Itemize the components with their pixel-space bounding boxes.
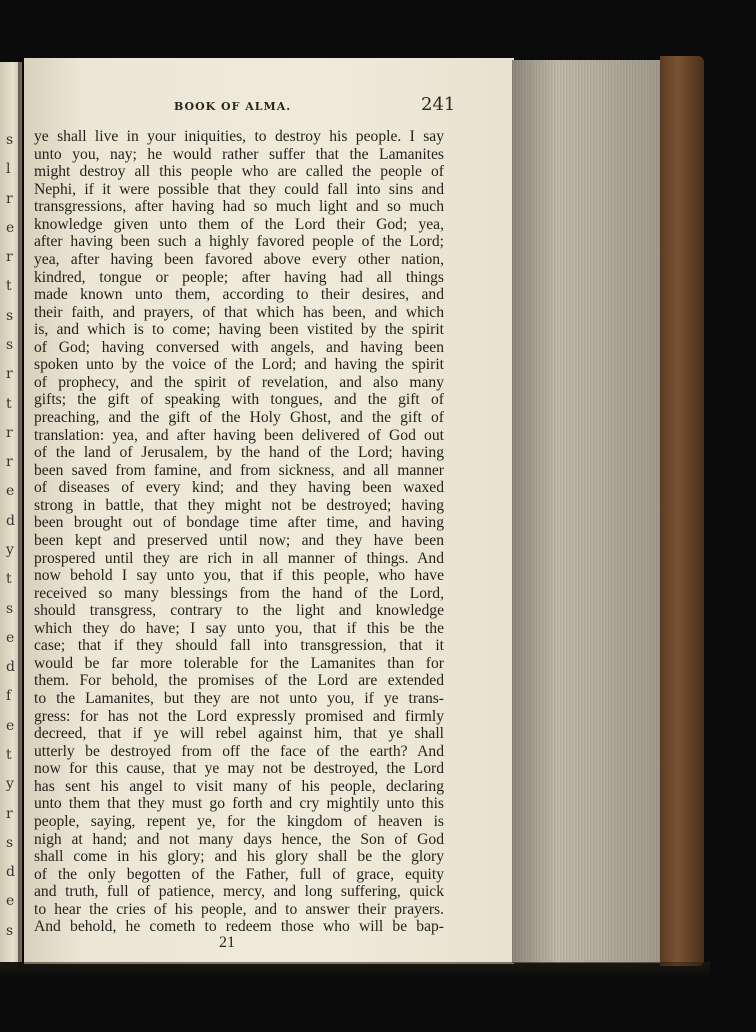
- text-line: which they do have; I say unto you, that if this be the: [34, 619, 444, 637]
- page-number: 241: [421, 94, 456, 115]
- left-page-letter: s: [6, 337, 14, 353]
- text-line: them. For behold, the promises of the Lord are extended: [34, 672, 444, 690]
- text-line: Nephi, if it were possible that they could fall into sins and: [34, 180, 444, 198]
- text-line: of diseases of every kind; and they having been waxed: [34, 479, 444, 497]
- text-line: gress: for has not the Lord expressly promised and firmly: [34, 707, 444, 725]
- left-page-letter: y: [6, 776, 14, 793]
- left-page-letter: d: [6, 659, 15, 676]
- text-line: would be far more tolerable for the Lamanites than for: [34, 654, 444, 672]
- text-line: translation: yea, and after having been delivered of God out: [34, 426, 444, 444]
- text-line: case; that if they should fall into transgression, that it: [34, 637, 444, 655]
- left-page-letter: r: [6, 454, 13, 471]
- left-page-letter: e: [6, 717, 15, 734]
- text-line: made known unto them, according to their desires, and: [34, 286, 444, 304]
- text-line: been brought out of bondage time after time, and having: [34, 514, 444, 532]
- text-line: received so many blessings from the hand of the Lord,: [34, 584, 444, 602]
- left-page-letter: t: [6, 747, 12, 763]
- left-page-letter: r: [6, 249, 13, 266]
- text-line: preaching, and the gift of the Holy Ghost, and the gift of: [34, 409, 444, 426]
- left-page-letter: f: [6, 688, 12, 705]
- left-page-letter: e: [6, 483, 15, 500]
- text-line: decreed, that if ye will rebel against him, that ye shall: [34, 725, 444, 743]
- left-page-letter: d: [6, 512, 15, 529]
- running-head: BOOK OF ALMA.: [174, 100, 292, 113]
- right-page: [24, 58, 514, 964]
- text-line: unto you, nay; he would rather suffer that the Lamanites: [34, 145, 444, 163]
- text-line: to the Lamanites, but they are not unto you, if ye trans-: [34, 690, 444, 707]
- body-text: [34, 128, 444, 936]
- bottom-shadow: [0, 962, 710, 978]
- text-line: prospered until they are rich in all manner of things. And: [34, 549, 444, 567]
- text-line: spoken unto by the voice of the Lord; and having the spirit: [34, 356, 444, 374]
- text-line: ye shall live in your iniquities, to destroy his people. I say: [34, 128, 444, 145]
- text-line: their faith, and prayers, of that which has been, and which: [34, 303, 444, 321]
- text-line: is, and which is to come; having been vistited by the spirit: [34, 321, 444, 339]
- left-page-letter: t: [6, 395, 12, 412]
- text-line: unto them that they must go forth and cry mightily unto this: [34, 795, 444, 813]
- text-line: knowledge given unto them of the Lord their God; yea,: [34, 215, 444, 233]
- text-line: And behold, he cometh to redeem those who will be bap-: [34, 918, 444, 936]
- text-line: people, saying, repent ye, for the kingdom of heaven is: [34, 812, 444, 830]
- text-line: yea, after having been favored above every other nation,: [34, 250, 444, 268]
- left-page-letter: e: [6, 219, 15, 236]
- signature-mark: 21: [219, 934, 235, 951]
- text-line: should transgress, contrary to the light and knowledge: [34, 602, 444, 620]
- text-line: now for this cause, that ye may not be destroyed, the Lord: [34, 760, 444, 778]
- text-line: now behold I say unto you, that if this people, who have: [34, 567, 444, 585]
- text-line: gifts; the gift of speaking with tongues, and the gift of: [34, 391, 444, 409]
- left-page-letter: e: [6, 629, 15, 646]
- left-page-letter: t: [6, 278, 12, 295]
- text-line: utterly be destroyed from off the face of the earth? And: [34, 742, 444, 760]
- text-line: might destroy all this people who are called the people of: [34, 163, 444, 181]
- left-page-letter: l: [6, 161, 11, 178]
- left-page-letter: y: [6, 542, 14, 558]
- text-line: of prophecy, and the spirit of revelation, and also many: [34, 373, 444, 391]
- left-page-letter: s: [6, 922, 14, 939]
- left-page-letter: s: [6, 834, 14, 851]
- text-line: and truth, full of patience, mercy, and long suffering, quick: [34, 883, 444, 901]
- text-line: been saved from famine, and from sickness, and all manner: [34, 461, 444, 479]
- text-line: has sent his angel to visit many of his people, declaring: [34, 777, 444, 795]
- text-line: of the only begotten of the Father, full of grace, equity: [34, 865, 444, 883]
- left-page-letter: r: [6, 805, 13, 822]
- text-line: of God; having conversed with angels, and having been: [34, 338, 444, 356]
- text-line: after having been such a highly favored people of the Lord;: [34, 233, 444, 251]
- text-line: shall come in his glory; and his glory shall be the glory: [34, 848, 444, 866]
- page-block-shading: [512, 60, 662, 963]
- left-page-letter: s: [6, 307, 14, 324]
- left-page-letter: t: [6, 571, 12, 588]
- left-page-letter: r: [6, 366, 13, 383]
- left-page-letter: r: [6, 424, 13, 441]
- text-line: nigh at hand; and not many days hence, the Son of God: [34, 830, 444, 848]
- left-page-letter: d: [6, 864, 15, 881]
- text-line: of the land of Jerusalem, by the hand of the Lord; having: [34, 444, 444, 462]
- text-line: strong in battle, that they might not be destroyed; having: [34, 496, 444, 514]
- text-line: been kept and preserved until now; and they have been: [34, 531, 444, 549]
- text-line: to hear the cries of his people, and to answer their prayers.: [34, 900, 444, 918]
- left-page-letter: s: [6, 600, 14, 617]
- left-page-letter: r: [6, 190, 13, 207]
- text-line: transgressions, after having had so much light and so much: [34, 198, 444, 216]
- left-page-letter: e: [6, 893, 15, 910]
- left-page-letter: s: [6, 132, 14, 148]
- text-line: kindred, tongue or people; after having had all things: [34, 268, 444, 286]
- book-cover-edge: [660, 56, 704, 966]
